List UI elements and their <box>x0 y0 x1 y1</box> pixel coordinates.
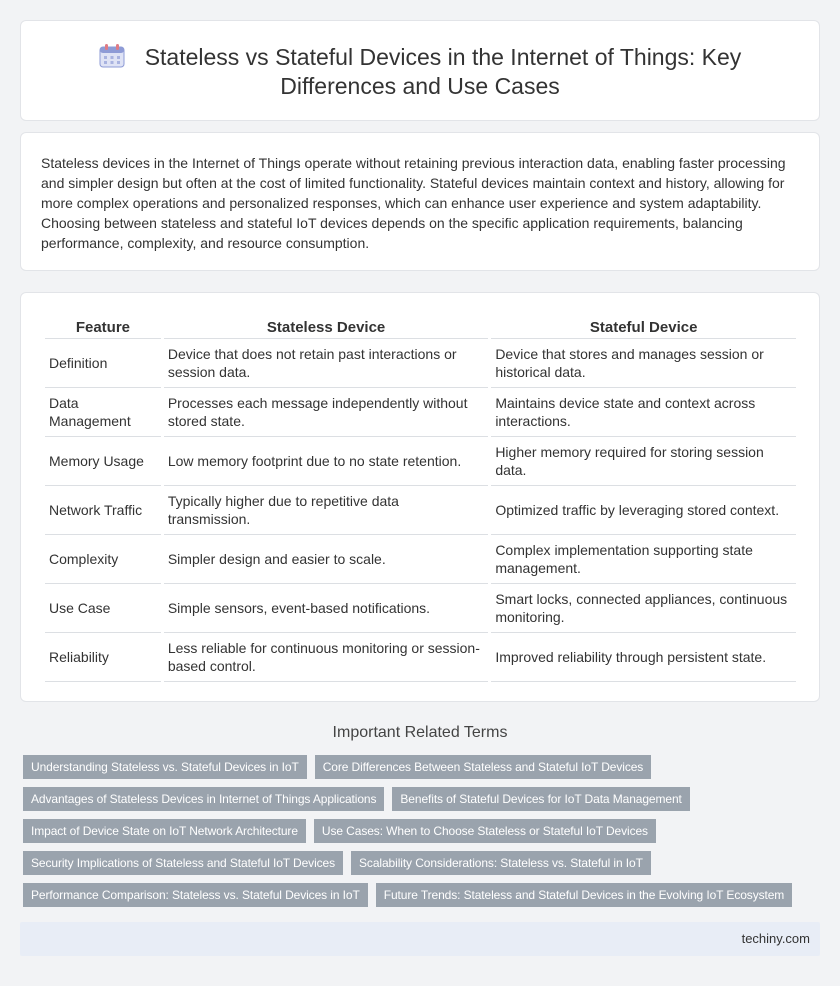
header-stateless: Stateless Device <box>164 317 488 339</box>
comparison-table <box>42 317 799 682</box>
comparison-table-card <box>20 292 820 702</box>
feature-cell: Definition <box>45 339 161 388</box>
title-card <box>20 20 820 121</box>
feature-cell: Use Case <box>45 584 161 633</box>
related-tag[interactable]: Use Cases: When to Choose Stateless or Stateful IoT Devices <box>314 819 656 843</box>
related-tag[interactable]: Performance Comparison: Stateless vs. Stateful Devices in IoT <box>23 883 368 907</box>
title-text: Stateless vs Stateful Devices in the Internet of Things: Key Differences and Use Cases <box>144 44 742 99</box>
stateful-cell: Complex implementation supporting state management. <box>491 535 796 584</box>
stateless-cell: Device that does not retain past interactions or session data. <box>164 339 488 388</box>
related-tag[interactable]: Benefits of Stateful Devices for IoT Data Management <box>392 787 689 811</box>
tag-row <box>23 787 698 811</box>
intro-paragraph: Stateless devices in the Internet of Things operate without retaining previous interaction data, enabling faster processing and simpler design but often at the cost of limited functionality. Stateful devices maintain context and history, allowing for more complex operations and personalized responses, which can enhance user experience and system adaptability. Choosing between stateless and stateful IoT devices depends on the specific application requirements, balancing performance, complexity, and resource consumption. <box>41 155 786 251</box>
feature-cell: Complexity <box>45 535 161 584</box>
stateful-cell: Device that stores and manages session or historical data. <box>491 339 796 388</box>
stateless-cell: Low memory footprint due to no state retention. <box>164 437 488 486</box>
stateful-cell: Optimized traffic by leveraging stored context. <box>491 486 796 535</box>
table-row <box>45 437 796 486</box>
table-row <box>45 535 796 584</box>
feature-cell: Network Traffic <box>45 486 161 535</box>
related-tag[interactable]: Understanding Stateless vs. Stateful Devices in IoT <box>23 755 307 779</box>
table-row <box>45 339 796 388</box>
stateless-cell: Less reliable for continuous monitoring or session-based control. <box>164 633 488 682</box>
stateless-cell: Simpler design and easier to scale. <box>164 535 488 584</box>
table-row <box>45 584 796 633</box>
related-tag[interactable]: Future Trends: Stateless and Stateful Devices in the Evolving IoT Ecosystem <box>376 883 792 907</box>
related-tag[interactable]: Security Implications of Stateless and Stateful IoT Devices <box>23 851 343 875</box>
intro-card <box>20 132 820 271</box>
calendar-icon <box>99 44 125 68</box>
stateful-cell: Improved reliability through persistent state. <box>491 633 796 682</box>
header-feature: Feature <box>45 317 161 339</box>
table-header-row <box>45 317 796 339</box>
stateful-cell: Maintains device state and context across interactions. <box>491 388 796 437</box>
feature-cell: Memory Usage <box>45 437 161 486</box>
page-title <box>81 43 759 101</box>
related-tag[interactable]: Scalability Considerations: Stateless vs. Stateful in IoT <box>351 851 651 875</box>
table-row <box>45 388 796 437</box>
related-tag[interactable]: Core Differences Between Stateless and Stateful IoT Devices <box>315 755 652 779</box>
footer-site-link[interactable]: techiny.com <box>741 931 810 946</box>
stateless-cell: Simple sensors, event-based notifications. <box>164 584 488 633</box>
stateless-cell: Processes each message independently without stored state. <box>164 388 488 437</box>
tag-row <box>23 755 659 779</box>
feature-cell: Data Management <box>45 388 161 437</box>
stateless-cell: Typically higher due to repetitive data transmission. <box>164 486 488 535</box>
feature-cell: Reliability <box>45 633 161 682</box>
table-row <box>45 486 796 535</box>
tag-row <box>23 819 664 843</box>
stateful-cell: Higher memory required for storing session data. <box>491 437 796 486</box>
related-terms-heading: Important Related Terms <box>332 724 508 741</box>
tag-row <box>23 883 800 907</box>
header-stateful: Stateful Device <box>491 317 796 339</box>
related-tag[interactable]: Impact of Device State on IoT Network Architecture <box>23 819 306 843</box>
stateful-cell: Smart locks, connected appliances, continuous monitoring. <box>491 584 796 633</box>
table-row <box>45 633 796 682</box>
tag-row <box>23 851 659 875</box>
related-tag[interactable]: Advantages of Stateless Devices in Internet of Things Applications <box>23 787 384 811</box>
footer <box>20 922 820 956</box>
